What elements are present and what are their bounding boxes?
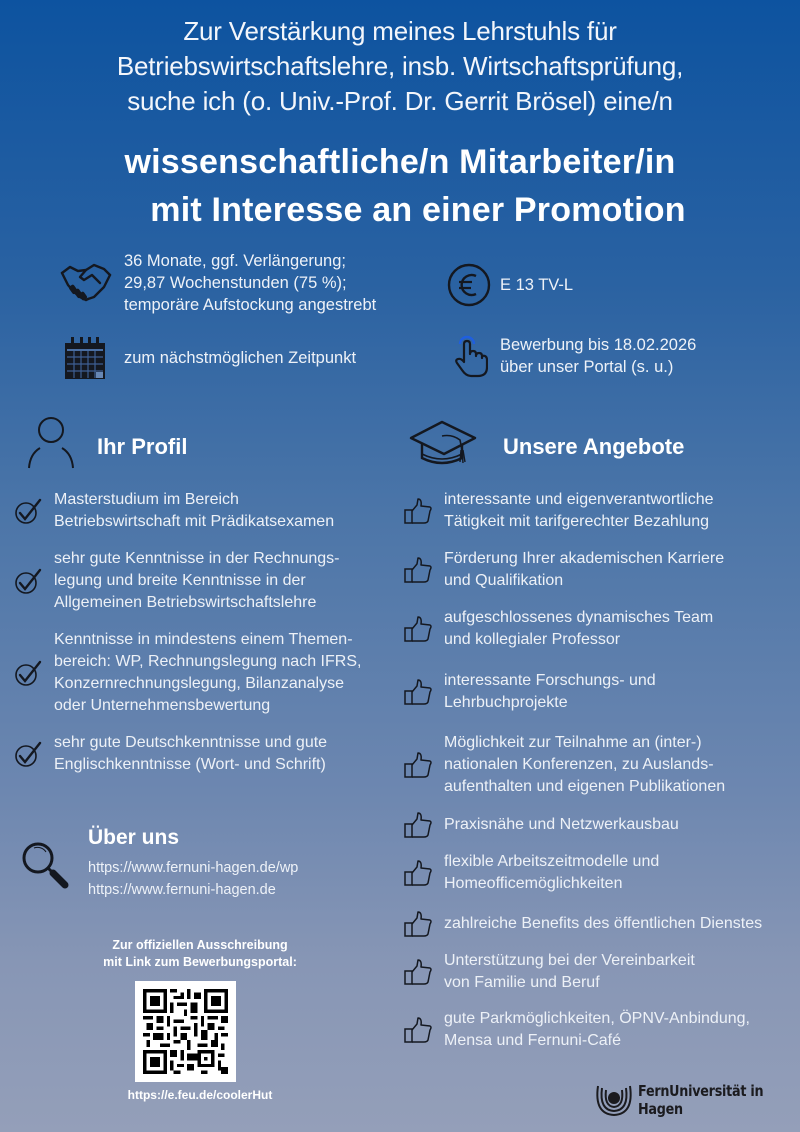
fernuni-logo-icon <box>594 1082 634 1118</box>
graduation-cap-icon <box>408 416 478 475</box>
fact-application-line: Bewerbung bis 18.02.2026 <box>500 336 697 354</box>
handshake-icon <box>60 261 112 305</box>
offer-item-line: Lehrbuchprojekte <box>444 694 568 711</box>
offer-item-line: Mensa und Fernuni-Café <box>444 1032 621 1049</box>
fact-contract-line: 29,87 Wochenstunden (75 %); <box>124 274 347 292</box>
offer-item-line: Förderung Ihrer akademischen Karriere <box>444 550 725 567</box>
thumbs-up-icon <box>404 958 444 986</box>
profile-item-line: bereich: WP, Rechnungslegung nach IFRS, <box>54 653 362 670</box>
qr-code[interactable] <box>135 981 236 1082</box>
check-circle-icon <box>14 566 54 596</box>
about-links <box>88 857 298 901</box>
profile-item <box>14 489 394 533</box>
offer-item-line: nationalen Konferenzen, zu Auslands- <box>444 756 714 773</box>
fact-contract-line: 36 Monate, ggf. Verlängerung; <box>124 252 346 270</box>
link-chair-website[interactable]: https://www.fernuni-hagen.de/wp <box>88 860 299 876</box>
profile-item <box>14 629 394 717</box>
thumbs-up-icon <box>404 678 444 706</box>
profile-item-line: Kenntnisse in mindestens einem Themen- <box>54 631 353 648</box>
fact-contract <box>60 250 376 316</box>
offer-item-line: Möglichkeit zur Teilnahme an (inter-) <box>444 734 702 751</box>
person-icon <box>26 416 76 475</box>
profile-item-line: legung und breite Kenntnisse in der <box>54 572 306 589</box>
offer-item-line: und Qualifikation <box>444 572 564 589</box>
profile-title: Ihr Profil <box>97 434 188 459</box>
profile-list <box>14 489 394 776</box>
offers-title: Unsere Angebote <box>503 434 685 459</box>
qr-code-icon <box>143 989 228 1074</box>
link-university-website[interactable]: https://www.fernuni-hagen.de <box>88 882 276 898</box>
profile-item-line: Betriebswirtschaft mit Prädikatsexamen <box>54 513 335 530</box>
fact-start-line: zum nächstmöglichen Zeitpunkt <box>124 349 357 367</box>
thumbs-up-icon <box>404 615 444 643</box>
offer-item <box>404 670 800 714</box>
profile-item-line: oder Unternehmensbewertung <box>54 697 271 714</box>
offer-item-line: Tätigkeit mit tarifgerechter Bezahlung <box>444 513 710 530</box>
thumbs-up-icon <box>404 811 444 839</box>
offer-item <box>404 913 800 935</box>
check-circle-icon <box>14 658 54 688</box>
offer-item-line: interessante und eigenverantwortliche <box>444 491 714 508</box>
offer-item-line: Unterstützung bei der Vereinbarkeit <box>444 952 695 969</box>
profile-item-line: Konzernrechnungslegung, Bilanzanalyse <box>54 675 344 692</box>
offer-item <box>404 489 800 533</box>
intro-line: Betriebswirtschaftslehre, insb. Wirtschaftsprüfung, <box>116 51 684 81</box>
fact-application <box>454 334 696 378</box>
fact-salary <box>447 263 573 307</box>
offer-item-line: Homeofficemöglichkeiten <box>444 875 623 892</box>
fact-application-line: über unser Portal (s. u.) <box>500 358 674 376</box>
profile-item <box>14 548 394 614</box>
offer-item-line: flexible Arbeitszeitmodelle und <box>444 853 660 870</box>
offer-item-line: Praxisnähe und Netzwerkausbau <box>444 816 679 833</box>
offer-item-line: von Familie und Beruf <box>444 974 600 991</box>
offer-item <box>404 607 800 651</box>
offer-item-line: aufenthalten und eigenen Publikationen <box>444 778 726 795</box>
profile-item-line: Allgemeinen Betriebswirtschaftslehre <box>54 594 317 611</box>
fact-contract-line: temporäre Aufstockung angestrebt <box>124 296 377 314</box>
magnifier-icon <box>20 840 72 897</box>
about-title: Über uns <box>88 826 180 849</box>
intro-line: suche ich (o. Univ.-Prof. Dr. Gerrit Brösel) eine/n <box>127 86 673 116</box>
pointer-hand-icon <box>454 334 488 378</box>
qr-caption-line: Zur offiziellen Ausschreibung <box>112 938 288 952</box>
offer-item-line: zahlreiche Benefits des öffentlichen Dienstes <box>444 915 763 932</box>
offer-item-line: und kollegialer Professor <box>444 631 621 648</box>
profile-item-line: Englischkenntnisse (Wort- und Schrift) <box>54 756 326 773</box>
qr-url-link[interactable]: https://e.feu.de/coolerHut <box>127 1088 273 1102</box>
offer-item <box>404 548 800 592</box>
headline-line: mit Interesse an einer Promotion <box>150 191 686 229</box>
offer-item-line: gute Parkmöglichkeiten, ÖPNV-Anbindung, <box>444 1010 750 1027</box>
qr-caption-line: mit Link zum Bewerbungsportal: <box>103 955 297 969</box>
intro-line: Zur Verstärkung meines Lehrstuhls für <box>183 16 617 46</box>
intro-text <box>0 14 800 119</box>
qr-caption <box>60 937 340 971</box>
offer-item-line: interessante Forschungs- und <box>444 672 656 689</box>
thumbs-up-icon <box>404 556 444 584</box>
position-title <box>0 138 800 234</box>
logo-text: FernUniversität in Hagen <box>638 1082 764 1118</box>
offer-item <box>404 851 800 895</box>
profile-item-line: sehr gute Kenntnisse in der Rechnungs- <box>54 550 340 567</box>
offer-item <box>404 950 800 994</box>
thumbs-up-icon <box>404 1016 444 1044</box>
headline-line: wissenschaftliche/n Mitarbeiter/in <box>124 143 676 181</box>
fact-start <box>64 336 356 380</box>
check-circle-icon <box>14 739 54 769</box>
profile-item-line: Masterstudium im Bereich <box>54 491 239 508</box>
profile-item <box>14 732 394 776</box>
offer-item <box>404 1008 800 1052</box>
offers-list <box>404 489 800 1052</box>
thumbs-up-icon <box>404 751 444 779</box>
university-logo <box>594 1082 800 1118</box>
offer-item <box>404 732 800 798</box>
thumbs-up-icon <box>404 910 444 938</box>
check-circle-icon <box>14 496 54 526</box>
offer-item <box>404 814 800 836</box>
fact-salary-line: E 13 TV-L <box>500 276 574 294</box>
euro-icon <box>447 263 491 307</box>
offer-item-line: aufgeschlossenes dynamisches Team <box>444 609 714 626</box>
thumbs-up-icon <box>404 497 444 525</box>
calendar-icon <box>64 336 106 380</box>
profile-item-line: sehr gute Deutschkenntnisse und gute <box>54 734 328 751</box>
thumbs-up-icon <box>404 859 444 887</box>
